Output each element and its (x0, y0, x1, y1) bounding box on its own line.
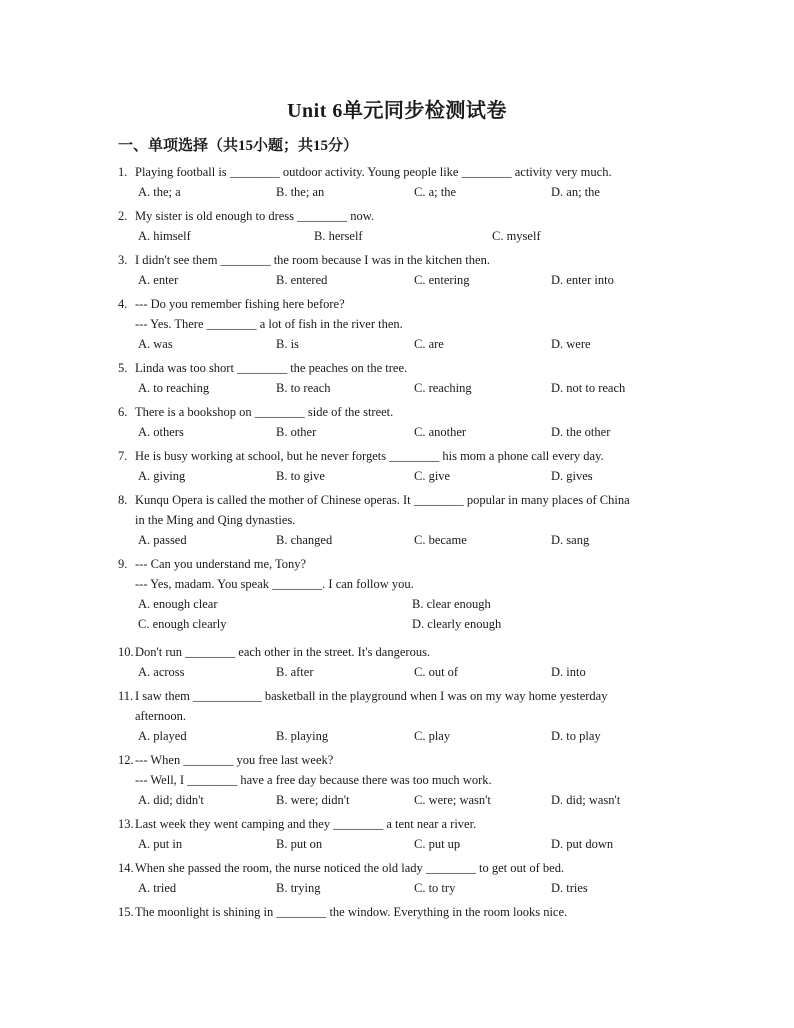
question-text: Kunqu Opera is called the mother of Chinese operas. It ________ popular in many places of China (135, 493, 630, 507)
answer-options (118, 790, 688, 810)
answer-option-c[interactable]: C. reaching (414, 381, 472, 395)
answer-options (118, 270, 688, 290)
question-text-line (118, 162, 688, 182)
answer-option-c[interactable]: C. entering (414, 273, 470, 287)
answer-option-c[interactable]: C. myself (492, 229, 541, 243)
answer-option-c[interactable]: C. are (414, 337, 444, 351)
answer-option-c[interactable]: C. another (414, 425, 467, 439)
question-text-line (118, 510, 688, 530)
answer-option-c[interactable]: C. were; wasn't (414, 793, 491, 807)
question-text: afternoon. (135, 709, 187, 723)
question-text: There is a bookshop on ________ side of the street. (135, 405, 394, 419)
question-text: He is busy working at school, but he never forgets ________ his mom a phone call every day. (135, 449, 604, 463)
answer-option-d[interactable]: D. an; the (551, 185, 600, 199)
question-text-line (118, 642, 688, 662)
answer-option-a[interactable]: A. played (138, 729, 187, 743)
answer-option-c[interactable]: C. put up (414, 837, 461, 851)
question-text-line (118, 574, 688, 594)
question-text: I saw them ___________ basketball in the playground when I was on my way home yesterday (135, 689, 608, 703)
answer-option-a[interactable]: A. enough clear (138, 597, 218, 611)
answer-option-d[interactable]: D. did; wasn't (551, 793, 621, 807)
question-text-line (118, 706, 688, 726)
question-text-line (118, 770, 688, 790)
answer-option-b[interactable]: B. other (276, 425, 317, 439)
answer-options (118, 182, 688, 202)
answer-options (118, 466, 688, 486)
answer-option-d[interactable]: D. tries (551, 881, 588, 895)
question-10 (118, 642, 688, 682)
answer-option-a[interactable]: A. was (138, 337, 173, 351)
question-text-line (118, 686, 688, 706)
question-text-line (118, 814, 688, 834)
answer-options (118, 226, 688, 246)
answer-option-b[interactable]: B. playing (276, 729, 329, 743)
answer-option-a[interactable]: A. to reaching (138, 381, 210, 395)
question-number: 9. (118, 557, 128, 571)
answer-option-d[interactable]: D. clearly enough (412, 617, 502, 631)
answer-option-c[interactable]: C. to try (414, 881, 456, 895)
question-text-line (118, 294, 688, 314)
question-text: --- Yes. There ________ a lot of fish in the river then. (135, 317, 403, 331)
answer-option-c[interactable]: C. enough clearly (138, 617, 227, 631)
answer-option-b[interactable]: B. to give (276, 469, 325, 483)
answer-option-a[interactable]: A. passed (138, 533, 187, 547)
answer-option-a[interactable]: A. tried (138, 881, 177, 895)
question-number: 14. (118, 861, 134, 875)
question-number: 11. (118, 689, 134, 703)
answer-option-a[interactable]: A. across (138, 665, 185, 679)
question-number: 12. (118, 753, 134, 767)
answer-option-c[interactable]: C. became (414, 533, 467, 547)
answer-option-b[interactable]: B. clear enough (412, 597, 491, 611)
question-number: 15. (118, 905, 134, 919)
question-text-line (118, 358, 688, 378)
question-6 (118, 402, 688, 442)
answer-options (118, 530, 688, 550)
answer-options (118, 878, 688, 898)
answer-options (118, 614, 688, 634)
answer-option-b[interactable]: B. were; didn't (276, 793, 350, 807)
answer-option-a[interactable]: A. enter (138, 273, 179, 287)
question-text-line (118, 858, 688, 878)
answer-option-b[interactable]: B. the; an (276, 185, 325, 199)
answer-option-a[interactable]: A. giving (138, 469, 186, 483)
question-8 (118, 490, 688, 550)
answer-option-a[interactable]: A. others (138, 425, 184, 439)
answer-option-d[interactable]: D. enter into (551, 273, 614, 287)
answer-option-c[interactable]: C. out of (414, 665, 459, 679)
question-5 (118, 358, 688, 398)
question-number: 4. (118, 297, 128, 311)
question-text-line (118, 490, 688, 510)
question-text: --- Yes, madam. You speak ________. I can follow you. (135, 577, 414, 591)
answer-option-a[interactable]: A. the; a (138, 185, 181, 199)
question-text: Don't run ________ each other in the street. It's dangerous. (135, 645, 431, 659)
answer-options (118, 594, 688, 614)
question-number: 5. (118, 361, 128, 375)
answer-options (118, 422, 688, 442)
answer-option-c[interactable]: C. play (414, 729, 451, 743)
answer-option-d[interactable]: D. sang (551, 533, 590, 547)
answer-option-d[interactable]: D. put down (551, 837, 614, 851)
question-text-line (118, 314, 688, 334)
answer-option-c[interactable]: C. a; the (414, 185, 457, 199)
question-text: Linda was too short ________ the peaches on the tree. (135, 361, 408, 375)
question-15 (118, 902, 688, 922)
answer-option-b[interactable]: B. after (276, 665, 314, 679)
question-12 (118, 750, 688, 810)
question-text: --- Do you remember fishing here before? (135, 297, 345, 311)
answer-option-b[interactable]: B. entered (276, 273, 328, 287)
question-text-line (118, 206, 688, 226)
question-text: --- Well, I ________ have a free day because there was too much work. (135, 773, 492, 787)
question-text: --- Can you understand me, Tony? (135, 557, 307, 571)
answer-option-d[interactable]: D. the other (551, 425, 611, 439)
question-number: 2. (118, 209, 128, 223)
answer-option-d[interactable]: D. to play (551, 729, 601, 743)
question-text: When she passed the room, the nurse noticed the old lady ________ to get out of bed. (135, 861, 565, 875)
answer-options (118, 378, 688, 398)
question-number: 1. (118, 165, 128, 179)
answer-option-b[interactable]: B. trying (276, 881, 321, 895)
answer-option-b[interactable]: B. is (276, 337, 299, 351)
answer-option-d[interactable]: D. gives (551, 469, 593, 483)
question-text: Last week they went camping and they ________ a tent near a river. (135, 817, 477, 831)
answer-option-b[interactable]: B. changed (276, 533, 333, 547)
question-3 (118, 250, 688, 290)
question-text-line (118, 402, 688, 422)
question-number: 6. (118, 405, 128, 419)
answer-option-d[interactable]: D. were (551, 337, 591, 351)
answer-option-b[interactable]: B. put on (276, 837, 323, 851)
question-text: The moonlight is shining in ________ the window. Everything in the room looks nice. (135, 905, 568, 919)
question-11 (118, 686, 688, 746)
answer-options (118, 662, 688, 682)
question-number: 13. (118, 817, 134, 831)
answer-option-a[interactable]: A. himself (138, 229, 191, 243)
page-title: Unit 6单元同步检测试卷 (287, 100, 507, 122)
question-number: 8. (118, 493, 128, 507)
answer-options (118, 834, 688, 854)
question-text: --- When ________ you free last week? (135, 753, 334, 767)
answer-options (118, 726, 688, 746)
question-text-line (118, 446, 688, 466)
section-heading: 一、单项选择（共15小题；共15分） (118, 138, 359, 154)
answer-option-b[interactable]: B. herself (314, 229, 363, 243)
answer-options (118, 334, 688, 354)
question-number: 10. (118, 645, 134, 659)
question-2 (118, 206, 688, 246)
answer-option-d[interactable]: D. not to reach (551, 381, 626, 395)
answer-option-b[interactable]: B. to reach (276, 381, 331, 395)
question-13 (118, 814, 688, 854)
question-1 (118, 162, 688, 202)
answer-option-d[interactable]: D. into (551, 665, 586, 679)
question-text-line (118, 902, 688, 922)
question-4 (118, 294, 688, 354)
question-text: in the Ming and Qing dynasties. (135, 513, 296, 527)
answer-option-c[interactable]: C. give (414, 469, 451, 483)
question-7 (118, 446, 688, 486)
question-text-line (118, 554, 688, 574)
question-number: 3. (118, 253, 128, 267)
question-text-line (118, 750, 688, 770)
question-14 (118, 858, 688, 898)
question-9 (118, 554, 688, 634)
question-text-line (118, 250, 688, 270)
question-text: I didn't see them ________ the room because I was in the kitchen then. (135, 253, 490, 267)
question-number: 7. (118, 449, 128, 463)
answer-option-a[interactable]: A. put in (138, 837, 183, 851)
question-text: My sister is old enough to dress ________ now. (135, 209, 375, 223)
question-text: Playing football is ________ outdoor activity. Young people like ________ activity very much. (135, 165, 612, 179)
answer-option-a[interactable]: A. did; didn't (138, 793, 204, 807)
